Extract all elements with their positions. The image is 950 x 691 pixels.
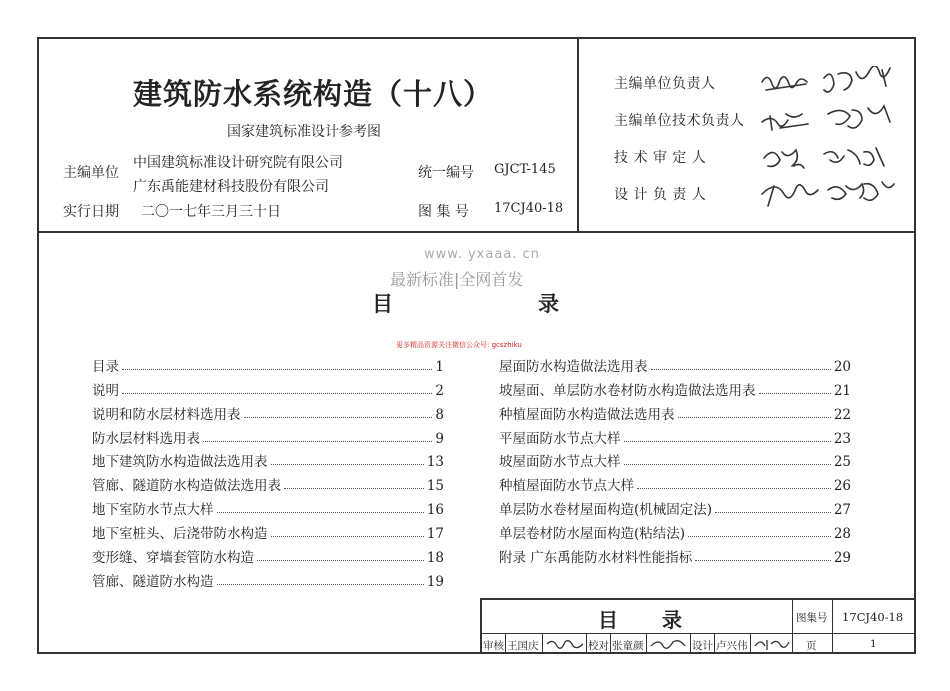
toc-entry-page: 29 [833,550,851,567]
toc-entry[interactable] [92,447,444,471]
check-label: 校对 [588,640,609,652]
title-block-sig-divider [714,634,715,654]
review-label: 审核 [483,640,504,652]
toc-entry-page: 8 [435,406,444,423]
unified-no-value: GJCT-145 [494,162,556,177]
toc-leader [271,536,424,537]
check-name: 张童颜 [612,640,644,652]
toc-entry[interactable] [92,470,444,494]
toc-entry-title: 防水层材料选用表 [92,430,200,447]
toc-entry-title: 管廊、隧道防水构造 [92,573,214,590]
toc-entry-page: 2 [435,382,444,399]
toc-entry-title: 坡屋面、单层防水卷材防水构造做法选用表 [499,382,756,399]
atlas-no-value: 17CJ40-18 [494,201,564,216]
date-label: 实行日期 [63,204,119,220]
toc-leader [257,560,424,561]
toc-entry[interactable] [499,494,851,518]
toc-entry[interactable] [499,399,851,423]
title-block-title-right: 录 [662,608,682,632]
toc-entry-page: 25 [833,454,851,471]
title-block-page-value: 1 [870,638,877,650]
toc-leader [244,417,433,418]
toc-entry-title: 管廊、隧道防水构造做法选用表 [92,478,281,495]
toc-entry-page: 17 [426,526,444,543]
toc-leader [271,464,424,465]
toc-entry[interactable] [499,470,851,494]
design-label: 设计 [692,640,713,652]
toc-entry-page: 26 [833,478,851,495]
toc-entry-title: 地下室桩头、后浇带防水构造 [92,526,268,543]
title-block-sig-divider [750,634,751,654]
toc-entry-page: 28 [833,526,851,543]
title-block-col-divider [792,598,793,654]
title-block-atlas-label: 图集号 [796,612,828,624]
toc-entry[interactable] [92,518,444,542]
title-block-sig-divider [505,634,506,654]
toc-entry[interactable] [92,423,444,447]
toc-leader [624,464,831,465]
toc-entry-title: 变形缝、穿墙套管防水构造 [92,550,254,567]
toc-leader [678,417,831,418]
review-name: 王国庆 [507,640,539,652]
unified-no-label: 统一编号 [418,165,474,181]
design-name: 卢兴伟 [716,640,748,652]
watermark-site: www. yxaaa. cn [424,247,540,262]
resp-reviewer: 技 术 审 定 人 [614,150,707,166]
toc-entry-title: 地下建筑防水构造做法选用表 [92,454,268,471]
toc-leader [624,441,831,442]
toc-leader [637,488,831,489]
toc-entry-page: 21 [833,382,851,399]
review-signature [545,636,585,652]
editor-unit-1: 中国建筑标准设计研究院有限公司 [133,155,343,171]
toc-entry[interactable] [499,351,851,375]
title-block-sig-divider [586,634,587,654]
toc-entry[interactable] [92,399,444,423]
resp-designer: 设 计 负 责 人 [614,187,707,203]
toc-leader [122,369,432,370]
toc-entry-title: 单层卷材防水屋面构造(粘结法) [499,526,686,543]
toc-leader [695,560,831,561]
toc-leader [759,393,831,394]
toc-leader [688,536,831,537]
toc-entry[interactable] [499,542,851,566]
toc-entry-page: 19 [426,573,444,590]
title-block-sig-divider [610,634,611,654]
resp-editor-head: 主编单位负责人 [614,76,716,92]
toc-entry-title: 种植屋面防水构造做法选用表 [499,406,675,423]
toc-entry[interactable] [499,375,851,399]
toc-entry[interactable] [92,566,444,590]
title-block-col-divider [832,598,833,654]
toc-entry-title: 屋面防水构造做法选用表 [499,358,648,375]
promo-note: 更多精品资源关注微信公众号: gcszhiku [396,341,522,349]
toc-entry-title: 单层防水卷材屋面构造(机械固定法) [499,502,713,519]
editor-unit-2: 广东禹能建材科技股份有限公司 [133,179,329,195]
toc-entry-title: 附录 广东禹能防水材料性能指标 [499,550,693,567]
toc-entry[interactable] [92,494,444,518]
toc-entry-page: 20 [833,358,851,375]
signature-scribbles [758,66,910,218]
toc-entry-page: 9 [435,430,444,447]
header-vertical-divider [577,37,579,232]
toc-entry-page: 23 [833,430,851,447]
toc-entry[interactable] [92,542,444,566]
toc-left-column [92,351,444,590]
title-block-atlas-value: 17CJ40-18 [842,610,904,624]
toc-entry-page: 18 [426,550,444,567]
toc-leader [651,369,831,370]
toc-leader [217,584,424,585]
title-block-sig-divider [646,634,647,654]
toc-entry[interactable] [92,375,444,399]
editor-label: 主编单位 [63,165,119,181]
toc-entry-title: 平屋面防水节点大样 [499,430,621,447]
toc-leader [715,512,831,513]
toc-entry[interactable] [92,351,444,375]
toc-leader [217,512,424,513]
toc-entry[interactable] [499,447,851,471]
toc-entry-title: 说明和防水层材料选用表 [92,406,241,423]
design-signature [753,636,791,652]
date-value: 二〇一七年三月三十日 [141,204,281,220]
resp-tech-head: 主编单位技术负责人 [614,113,745,129]
toc-entry-page: 22 [833,406,851,423]
toc-entry-page: 27 [833,502,851,519]
title-block-page-label: 页 [806,640,817,652]
toc-entry-page: 1 [435,358,444,375]
title-block-title-left: 目 [598,608,618,632]
toc-leader [203,441,432,442]
toc-entry[interactable] [499,518,851,542]
toc-heading-left: 目 [372,291,393,316]
page-subtitle: 国家建筑标准设计参考图 [227,124,381,140]
toc-leader [284,488,424,489]
header-divider [37,231,916,233]
toc-entry-title: 地下室防水节点大样 [92,502,214,519]
watermark-slogan: 最新标准|全网首发 [390,270,524,289]
toc-heading-right: 录 [538,291,559,316]
title-block-sig-divider [690,634,691,654]
toc-right-column [499,351,851,566]
toc-entry-page: 13 [426,454,444,471]
toc-entry-title: 种植屋面防水节点大样 [499,478,634,495]
toc-entry-title: 目录 [92,358,119,375]
check-signature [649,636,689,652]
toc-entry-title: 说明 [92,382,119,399]
atlas-no-label: 图 集 号 [418,204,469,220]
toc-leader [122,393,432,394]
title-block-sig-divider [542,634,543,654]
page-title: 建筑防水系统构造（十八） [133,77,494,111]
toc-entry[interactable] [499,423,851,447]
toc-entry-title: 坡屋面防水节点大样 [499,454,621,471]
toc-entry-page: 16 [426,502,444,519]
toc-entry-page: 15 [426,478,444,495]
title-block-row-divider [480,633,916,634]
